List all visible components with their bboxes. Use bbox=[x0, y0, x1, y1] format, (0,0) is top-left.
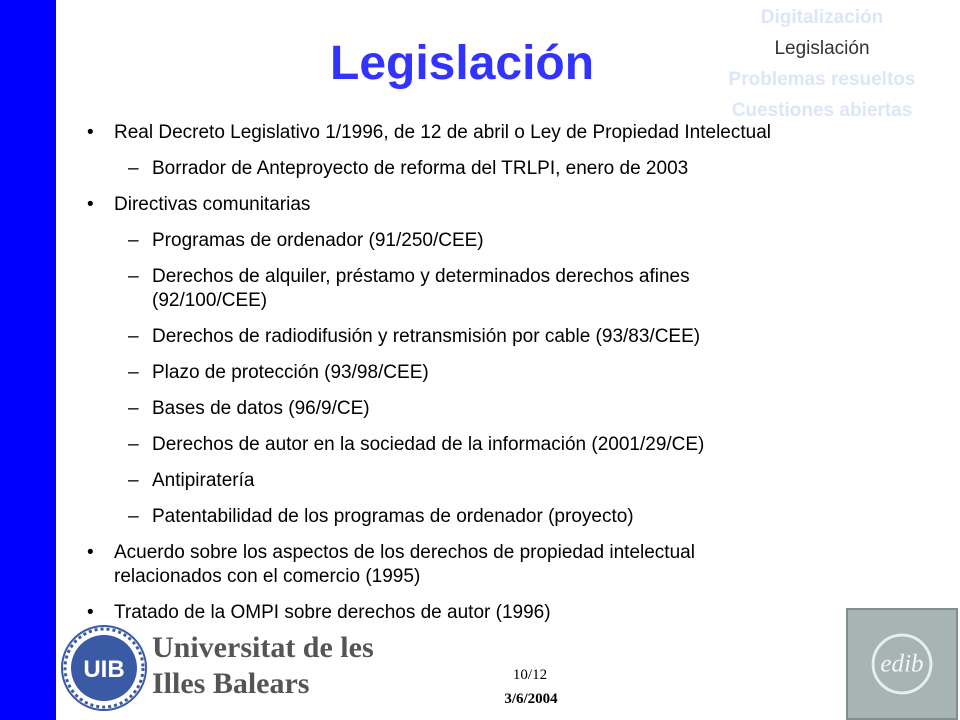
dash-marker: – bbox=[128, 266, 139, 287]
dash-marker: – bbox=[128, 506, 139, 527]
bullet-text bbox=[152, 433, 704, 457]
uib-logo-text: UIB bbox=[83, 656, 125, 683]
university-name bbox=[152, 630, 374, 702]
bullet-text-line: Real Decreto Legislativo 1/1996, de 12 de abril o Ley de Propiedad Intelectual bbox=[114, 122, 771, 143]
bullet-text bbox=[114, 193, 310, 217]
dash-marker: – bbox=[128, 398, 139, 419]
bullet-text-line: Programas de ordenador (91/250/CEE) bbox=[152, 230, 484, 251]
bullet-text-line: Derechos de radiodifusión y retransmisión por cable (93/83/CEE) bbox=[152, 326, 701, 347]
dash-marker: – bbox=[128, 362, 139, 383]
dash-marker: – bbox=[128, 158, 139, 179]
slide-title: Legislación bbox=[330, 37, 595, 90]
bullet-text-line: Plazo de protección (93/98/CEE) bbox=[152, 362, 429, 383]
uib-logo bbox=[60, 624, 148, 712]
bullet-text bbox=[152, 325, 700, 349]
bullet-text-line: Borrador de Anteproyecto de reforma del TRLPI, enero de 2003 bbox=[152, 158, 689, 179]
dash-marker: – bbox=[128, 434, 139, 455]
bullet-marker: • bbox=[87, 542, 94, 563]
bullet-text bbox=[114, 601, 551, 625]
edib-logo-text: edib bbox=[880, 650, 924, 678]
nav-item-problemas-resueltos[interactable]: Problemas resueltos bbox=[728, 69, 916, 90]
bullet-text-line: Derechos de alquiler, préstamo y determinados derechos afines bbox=[152, 266, 690, 287]
university-name-line1: Universitat de les bbox=[152, 631, 374, 664]
edib-logo bbox=[846, 608, 958, 720]
bullet-text bbox=[114, 121, 771, 145]
page-number: 10/12 bbox=[512, 667, 548, 683]
dash-marker: – bbox=[128, 230, 139, 251]
bullet-text bbox=[152, 505, 634, 529]
bullet-text bbox=[152, 469, 254, 493]
bullet-text-line: Antipiratería bbox=[152, 470, 255, 491]
bullet-marker: • bbox=[87, 122, 94, 143]
bullet-marker: • bbox=[87, 194, 94, 215]
bullet-text bbox=[152, 229, 484, 253]
bullet-text bbox=[152, 157, 688, 181]
bullet-text bbox=[114, 541, 695, 589]
section-nav bbox=[692, 2, 952, 126]
bullet-text bbox=[152, 265, 690, 313]
bullet-text bbox=[152, 361, 429, 385]
nav-item-digitalizacion[interactable]: Digitalización bbox=[760, 7, 884, 28]
bullet-marker: • bbox=[87, 602, 94, 623]
dash-marker: – bbox=[128, 326, 139, 347]
nav-item-cuestiones-abiertas[interactable]: Cuestiones abiertas bbox=[731, 100, 913, 121]
bullet-text-line: relacionados con el comercio (1995) bbox=[114, 566, 421, 587]
bullet-text-line: Derechos de autor en la sociedad de la información (2001/29/CE) bbox=[152, 434, 705, 455]
slide-date: 3/6/2004 bbox=[504, 691, 558, 707]
bullet-text-line: (92/100/CEE) bbox=[152, 290, 268, 311]
bullet-text-line: Acuerdo sobre los aspectos de los derechos de propiedad intelectual bbox=[114, 542, 695, 563]
bullet-text bbox=[152, 397, 370, 421]
bullet-text-line: Tratado de la OMPI sobre derechos de autor (1996) bbox=[114, 602, 551, 623]
university-name-line2: Illes Balears bbox=[152, 667, 310, 700]
bullet-text-line: Directivas comunitarias bbox=[114, 194, 311, 215]
dash-marker: – bbox=[128, 470, 139, 491]
left-sidebar-bar bbox=[0, 0, 56, 720]
bullet-text-line: Patentabilidad de los programas de ordenador (proyecto) bbox=[152, 506, 634, 527]
bullet-text-line: Bases de datos (96/9/CE) bbox=[152, 398, 370, 419]
nav-item-legislacion[interactable]: Legislación bbox=[774, 38, 870, 59]
